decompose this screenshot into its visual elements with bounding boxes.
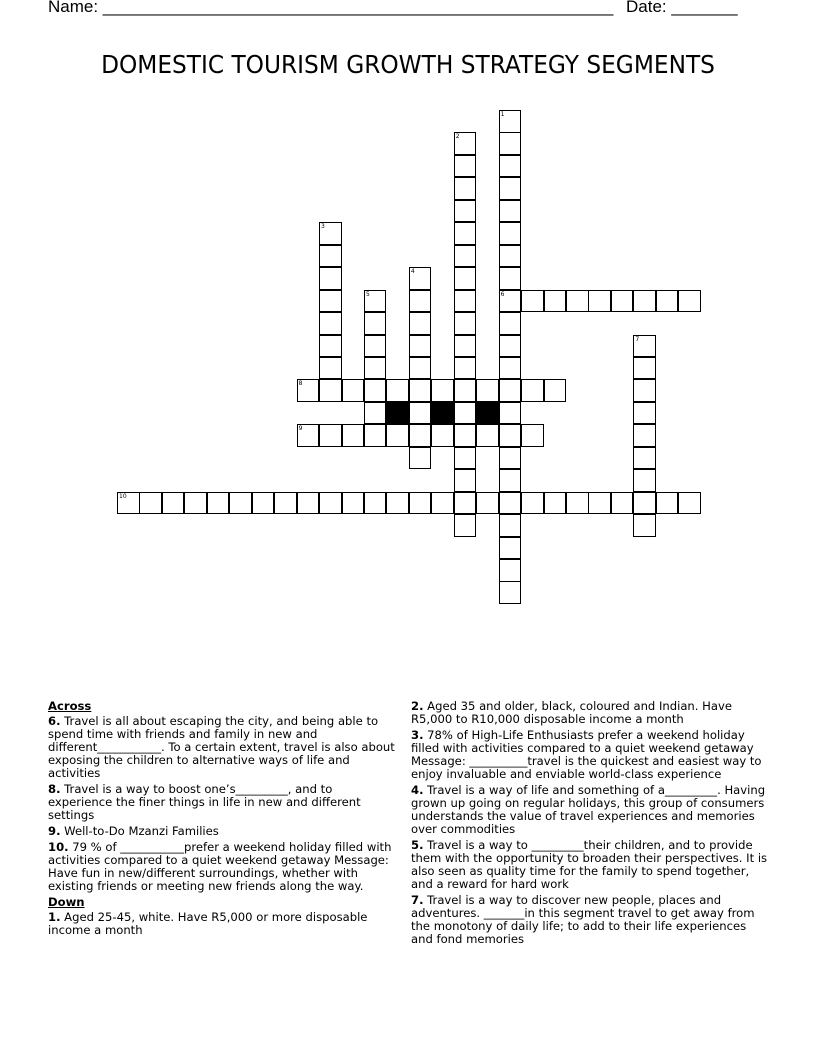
grid-cell[interactable] [454, 245, 477, 268]
grid-cell[interactable] [499, 402, 522, 425]
grid-cell[interactable] [229, 492, 252, 515]
grid-cell[interactable] [319, 357, 342, 380]
grid-cell[interactable] [319, 335, 342, 358]
grid-cell[interactable] [544, 492, 567, 515]
grid-cell[interactable] [499, 200, 522, 223]
grid-cell[interactable] [454, 492, 477, 515]
grid-cell[interactable] [499, 110, 522, 133]
grid-cell[interactable] [454, 267, 477, 290]
clue-number-label: 4 [410, 268, 415, 276]
grid-cell[interactable] [364, 379, 387, 402]
grid-cell[interactable] [297, 492, 320, 515]
grid-cell[interactable] [678, 290, 701, 313]
grid-cell[interactable] [499, 177, 522, 200]
clue-number: 1. [48, 910, 61, 924]
clue-text: Travel is a way to discover new people, places and adventures. _______in this segment travel to get away from the monotony of daily life; to add to their life experiences and fond memories [411, 893, 755, 946]
grid-cell[interactable] [207, 492, 230, 515]
clue-number: 6. [48, 714, 61, 728]
grid-cell[interactable] [409, 312, 432, 335]
grid-cell[interactable] [454, 177, 477, 200]
name-field-label: Name: ______________________________________________________ [48, 0, 614, 16]
clue-number-label: 5 [365, 290, 370, 298]
grid-cell[interactable] [454, 447, 477, 470]
clue-text: Travel is a way to boost one’s_________, and to experience the finer things in life in new and different settings [48, 782, 361, 822]
grid-cell[interactable] [633, 402, 656, 425]
clue-text: Aged 35 and older, black, coloured and Indian. Have R5,000 to R10,000 disposable income a month [411, 699, 732, 726]
grid-cell[interactable] [656, 492, 679, 515]
clue-number-label: 9 [298, 425, 303, 433]
grid-cell[interactable] [364, 312, 387, 335]
grid-cell[interactable] [566, 290, 589, 313]
grid-cell[interactable] [521, 492, 544, 515]
clue-across-9 [48, 825, 398, 838]
clue-number: 9. [48, 824, 61, 838]
grid-cell[interactable] [499, 222, 522, 245]
grid-cell[interactable] [633, 357, 656, 380]
date-field-label: Date: _______ [626, 0, 738, 16]
grid-cell[interactable] [521, 379, 544, 402]
grid-cell[interactable] [454, 424, 477, 447]
grid-cell[interactable] [252, 492, 275, 515]
grid-cell[interactable] [611, 290, 634, 313]
grid-cell[interactable] [431, 492, 454, 515]
grid-cell[interactable] [454, 222, 477, 245]
grid-cell[interactable] [588, 492, 611, 515]
clue-down-2 [411, 700, 771, 726]
clue-number-label: 2 [455, 133, 460, 141]
clue-number: 8. [48, 782, 61, 796]
grid-cell[interactable] [319, 267, 342, 290]
clues-column-left [48, 700, 398, 940]
grid-cell[interactable] [454, 335, 477, 358]
clue-number: 5. [411, 838, 424, 852]
grid-cell[interactable] [364, 402, 387, 425]
grid-cell[interactable] [499, 155, 522, 178]
grid-cell[interactable] [454, 469, 477, 492]
grid-cell[interactable] [319, 222, 342, 245]
grid-cell[interactable] [319, 312, 342, 335]
grid-cell[interactable] [499, 290, 522, 313]
clue-number: 4. [411, 783, 424, 797]
clues-column-right [411, 700, 771, 949]
grid-cell[interactable] [364, 424, 387, 447]
clue-text: Travel is a way to _________their children, and to provide them with the opportunity to broaden their perspectives. It is also seen as quality time for the family to spend together, and a reward for hard work [411, 838, 768, 891]
grid-cell[interactable] [499, 559, 522, 582]
grid-cell[interactable] [409, 335, 432, 358]
grid-cell[interactable] [633, 492, 656, 515]
grid-cell[interactable] [319, 379, 342, 402]
grid-cell[interactable] [633, 514, 656, 537]
across-heading: Across [48, 699, 92, 713]
grid-cell[interactable] [319, 424, 342, 447]
grid-cell[interactable] [409, 447, 432, 470]
grid-cell[interactable] [521, 290, 544, 313]
grid-cell[interactable] [499, 447, 522, 470]
grid-cell[interactable] [431, 424, 454, 447]
black-square [386, 402, 409, 425]
grid-cell[interactable] [386, 424, 409, 447]
grid-cell[interactable] [633, 335, 656, 358]
grid-cell[interactable] [409, 290, 432, 313]
grid-cell[interactable] [342, 379, 365, 402]
clue-down-3 [411, 729, 771, 781]
grid-cell[interactable] [633, 424, 656, 447]
clue-number-label: 8 [298, 380, 303, 388]
grid-cell[interactable] [499, 335, 522, 358]
grid-cell[interactable] [386, 492, 409, 515]
clue-number-label: 1 [500, 111, 505, 118]
grid-cell[interactable] [521, 424, 544, 447]
grid-cell[interactable] [319, 245, 342, 268]
clue-number-label: 6 [500, 290, 505, 298]
grid-cell[interactable] [499, 514, 522, 537]
grid-cell[interactable] [678, 492, 701, 515]
grid-cell[interactable] [364, 290, 387, 313]
clue-number-label: 3 [321, 223, 325, 231]
grid-cell[interactable] [499, 469, 522, 492]
clue-down-4 [411, 784, 771, 836]
clue-number: 3. [411, 728, 424, 742]
grid-cell[interactable] [633, 469, 656, 492]
grid-cell[interactable] [162, 492, 185, 515]
grid-cell[interactable] [386, 379, 409, 402]
grid-cell[interactable] [633, 447, 656, 470]
grid-cell[interactable] [319, 290, 342, 313]
grid-cell[interactable] [364, 492, 387, 515]
grid-cell[interactable] [499, 537, 522, 560]
grid-cell[interactable] [274, 492, 297, 515]
grid-cell[interactable] [656, 290, 679, 313]
grid-cell[interactable] [342, 424, 365, 447]
grid-cell[interactable] [409, 492, 432, 515]
grid-cell[interactable] [499, 132, 522, 155]
grid-cell[interactable] [342, 492, 365, 515]
grid-cell[interactable] [409, 424, 432, 447]
grid-cell[interactable] [117, 492, 140, 515]
grid-cell[interactable] [499, 424, 522, 447]
grid-cell[interactable] [499, 492, 522, 515]
grid-cell[interactable] [409, 357, 432, 380]
page-title: DOMESTIC TOURISM GROWTH STRATEGY SEGMENTS [101, 50, 715, 79]
grid-cell[interactable] [476, 424, 499, 447]
grid-cell[interactable] [297, 424, 320, 447]
clue-text: Travel is a way of life and something of a_________. Having grown up going on regular holidays, this group of consumers understands the value of travel experiences and memories over commodities [411, 783, 766, 836]
grid-cell[interactable] [611, 492, 634, 515]
grid-cell[interactable] [409, 379, 432, 402]
grid-cell[interactable] [431, 379, 454, 402]
grid-cell[interactable] [499, 245, 522, 268]
black-square [431, 402, 454, 425]
grid-cell[interactable] [409, 267, 432, 290]
clue-down-7 [411, 894, 771, 946]
grid-cell[interactable] [139, 492, 162, 515]
clue-down-1 [48, 911, 398, 937]
grid-cell[interactable] [454, 155, 477, 178]
grid-cell[interactable] [454, 379, 477, 402]
grid-cell[interactable] [454, 132, 477, 155]
grid-cell[interactable] [588, 290, 611, 313]
clue-text: 79 % of ___________prefer a weekend holiday filled with activities compared to a quiet weekend getaway Message: Have fun in new/different surroundings, whether with existing friends or meeting new friends along the way. [48, 840, 392, 893]
clue-text: Travel is all about escaping the city, and being able to spend time with friends and family in new and different___________. To a certain extent, travel is also about exposing the children to alternative ways of life and activities [48, 714, 395, 780]
grid-cell[interactable] [544, 290, 567, 313]
clue-text: Well-to-Do Mzanzi Families [64, 824, 219, 838]
grid-cell[interactable] [297, 379, 320, 402]
grid-cell[interactable] [476, 379, 499, 402]
clue-number: 7. [411, 893, 424, 907]
grid-cell[interactable] [454, 514, 477, 537]
down-heading: Down [48, 895, 85, 909]
clue-across-6 [48, 715, 398, 780]
grid-cell[interactable] [319, 492, 342, 515]
grid-cell[interactable] [499, 357, 522, 380]
grid-cell[interactable] [454, 312, 477, 335]
grid-cell[interactable] [409, 402, 432, 425]
grid-cell[interactable] [476, 492, 499, 515]
grid-cell[interactable] [633, 379, 656, 402]
grid-cell[interactable] [364, 335, 387, 358]
grid-cell[interactable] [499, 312, 522, 335]
grid-cell[interactable] [566, 492, 589, 515]
clue-text: Aged 25-45, white. Have R5,000 or more disposable income a month [48, 910, 368, 937]
grid-cell[interactable] [454, 357, 477, 380]
grid-cell[interactable] [633, 290, 656, 313]
clue-number: 10. [48, 840, 69, 854]
grid-cell[interactable] [454, 290, 477, 313]
grid-cell[interactable] [184, 492, 207, 515]
clue-across-8 [48, 783, 398, 822]
clue-number: 2. [411, 699, 424, 713]
grid-cell[interactable] [544, 379, 567, 402]
clue-number-label: 10 [119, 492, 127, 500]
grid-cell[interactable] [499, 581, 522, 604]
grid-cell[interactable] [499, 267, 522, 290]
grid-cell[interactable] [454, 402, 477, 425]
grid-cell[interactable] [499, 379, 522, 402]
clue-text: 78% of High-Life Enthusiasts prefer a weekend holiday filled with activities compared to a quiet weekend getaway Message: __________travel is the quickest and easiest way to enjoy invaluable and enviable world-class experience [411, 728, 762, 781]
grid-cell[interactable] [364, 357, 387, 380]
black-square [476, 402, 499, 425]
clue-across-10 [48, 841, 398, 893]
grid-cell[interactable] [454, 200, 477, 223]
clue-down-5 [411, 839, 771, 891]
clue-number-label: 7 [635, 335, 640, 343]
